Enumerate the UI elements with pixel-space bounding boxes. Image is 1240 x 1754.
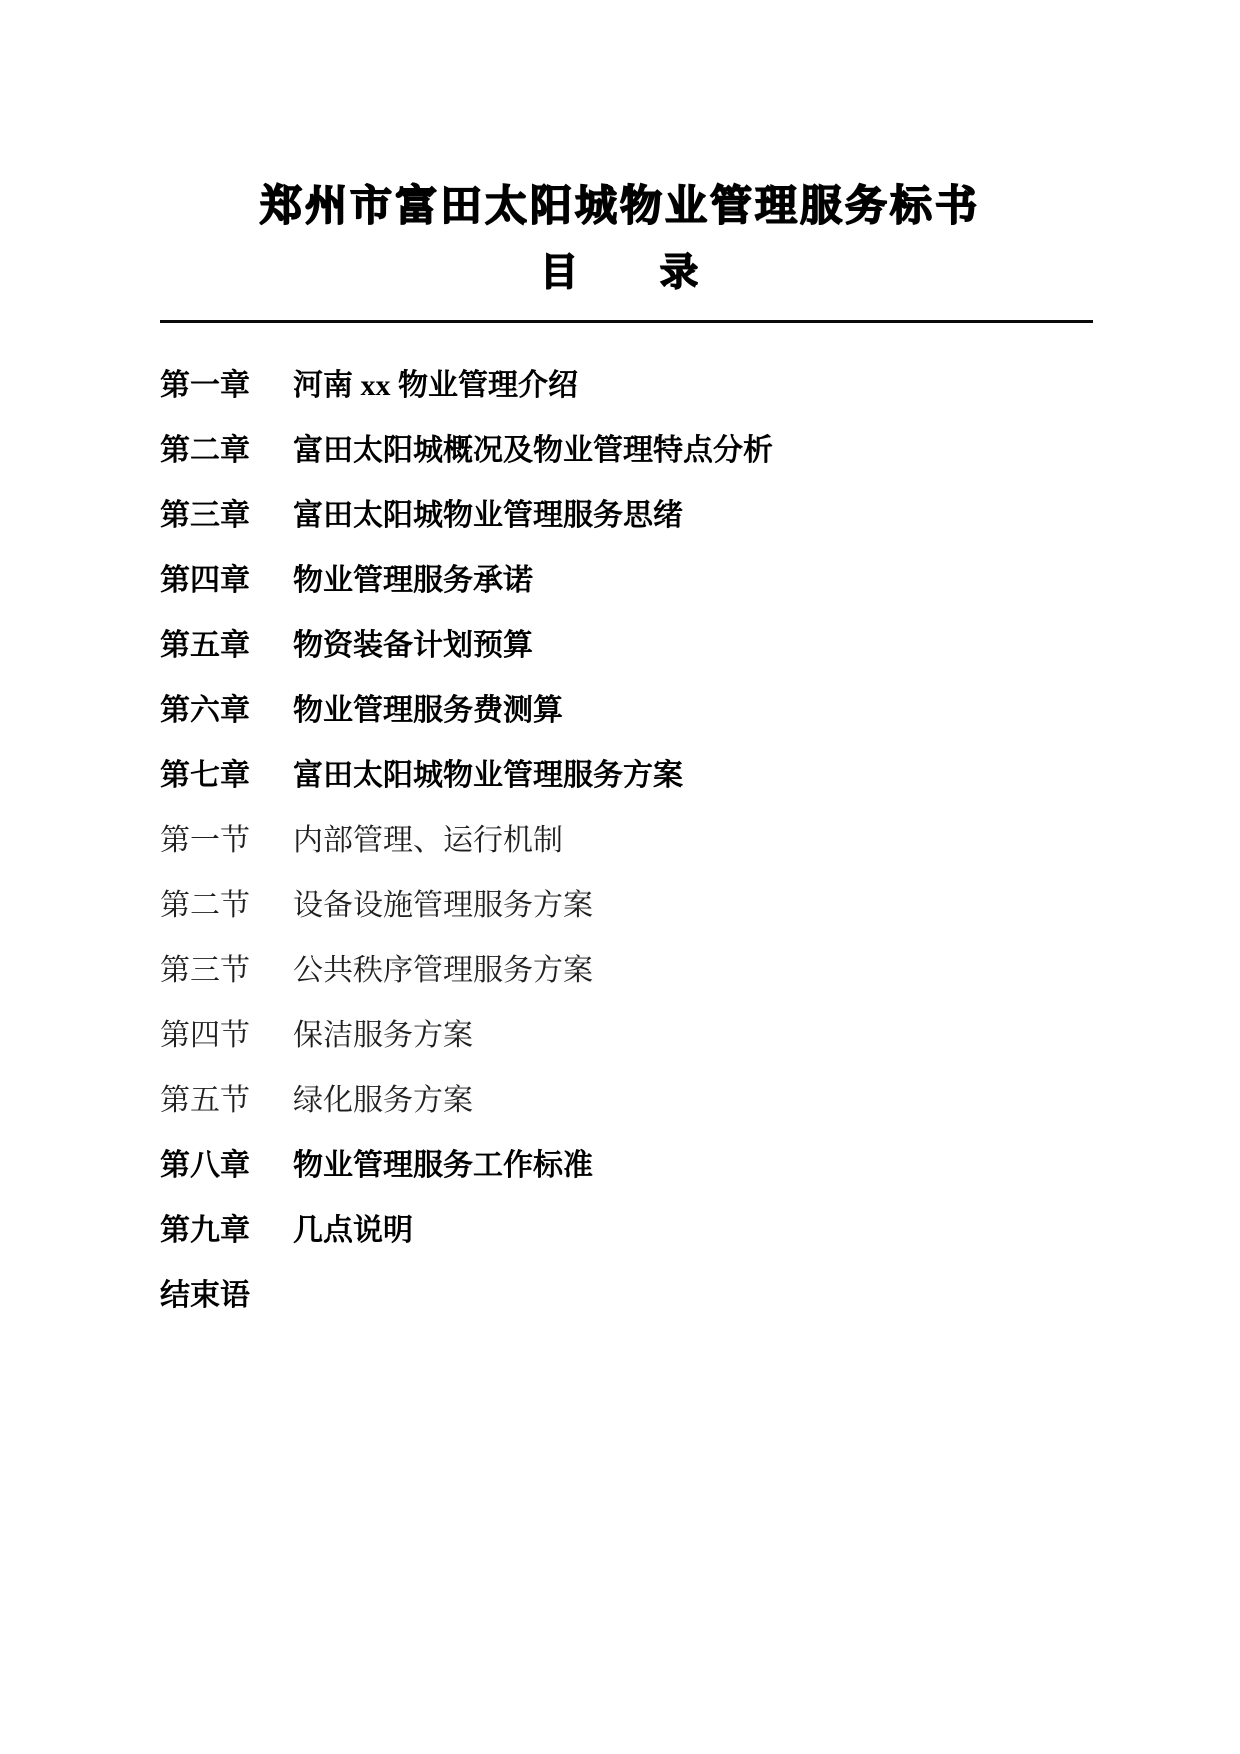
toc-entry-title: 公共秩序管理服务方案 — [293, 953, 593, 987]
toc-entry-number: 第八章 — [160, 1148, 250, 1182]
toc-entry-title: 富田太阳城物业管理服务方案 — [293, 758, 683, 792]
toc-entry-title: 几点说明 — [293, 1213, 413, 1247]
toc-entry-number: 第九章 — [160, 1213, 250, 1247]
toc-row — [160, 1133, 1093, 1198]
toc-entry-number: 第一章 — [160, 368, 250, 402]
toc-entry-number: 第六章 — [160, 693, 250, 727]
toc-row — [160, 1068, 1093, 1133]
toc-row — [160, 418, 1093, 483]
toc-entry-title: 物业管理服务费测算 — [293, 693, 563, 727]
toc-entry-title: 保洁服务方案 — [293, 1018, 473, 1052]
toc-entry-title: 富田太阳城概况及物业管理特点分析 — [293, 433, 773, 467]
toc-entry-number: 第一节 — [160, 823, 250, 857]
toc-row — [160, 873, 1093, 938]
toc-row — [160, 1003, 1093, 1068]
toc-entry-number: 第二节 — [160, 888, 250, 922]
toc-entry-number: 第三节 — [160, 953, 250, 987]
toc-row — [160, 483, 1093, 548]
toc-entry-title: 河南 xx 物业管理介绍 — [293, 368, 578, 402]
toc-entry-title: 内部管理、运行机制 — [293, 823, 563, 857]
toc-row — [160, 353, 1093, 418]
toc-entry-number: 结束语 — [160, 1278, 250, 1312]
toc-entry-title: 物业管理服务工作标准 — [293, 1148, 593, 1182]
toc-entry-number: 第三章 — [160, 498, 250, 532]
toc-entry-number: 第四章 — [160, 563, 250, 597]
toc-entry-number: 第四节 — [160, 1018, 250, 1052]
toc-heading: 目 录 — [539, 250, 700, 294]
toc-entry-number: 第七章 — [160, 758, 250, 792]
toc-list — [160, 353, 1093, 1328]
toc-entry-number: 第五章 — [160, 628, 250, 662]
toc-entry-number: 第二章 — [160, 433, 250, 467]
toc-entry-title: 设备设施管理服务方案 — [293, 888, 593, 922]
toc-row — [160, 808, 1093, 873]
toc-entry-title: 物资装备计划预算 — [293, 628, 533, 662]
toc-row — [160, 1198, 1093, 1263]
toc-entry-number: 第五节 — [160, 1083, 250, 1117]
divider-line — [160, 320, 1093, 323]
toc-row — [160, 743, 1093, 808]
toc-row — [160, 938, 1093, 1003]
toc-row — [160, 678, 1093, 743]
toc-row — [160, 613, 1093, 678]
document-title: 郑州市富田太阳城物业管理服务标书 — [259, 181, 980, 230]
toc-row — [160, 548, 1093, 613]
toc-entry-title: 绿化服务方案 — [293, 1083, 473, 1117]
toc-entry-title: 物业管理服务承诺 — [293, 563, 533, 597]
toc-entry-title: 富田太阳城物业管理服务思绪 — [293, 498, 683, 532]
toc-row — [160, 1263, 1093, 1328]
